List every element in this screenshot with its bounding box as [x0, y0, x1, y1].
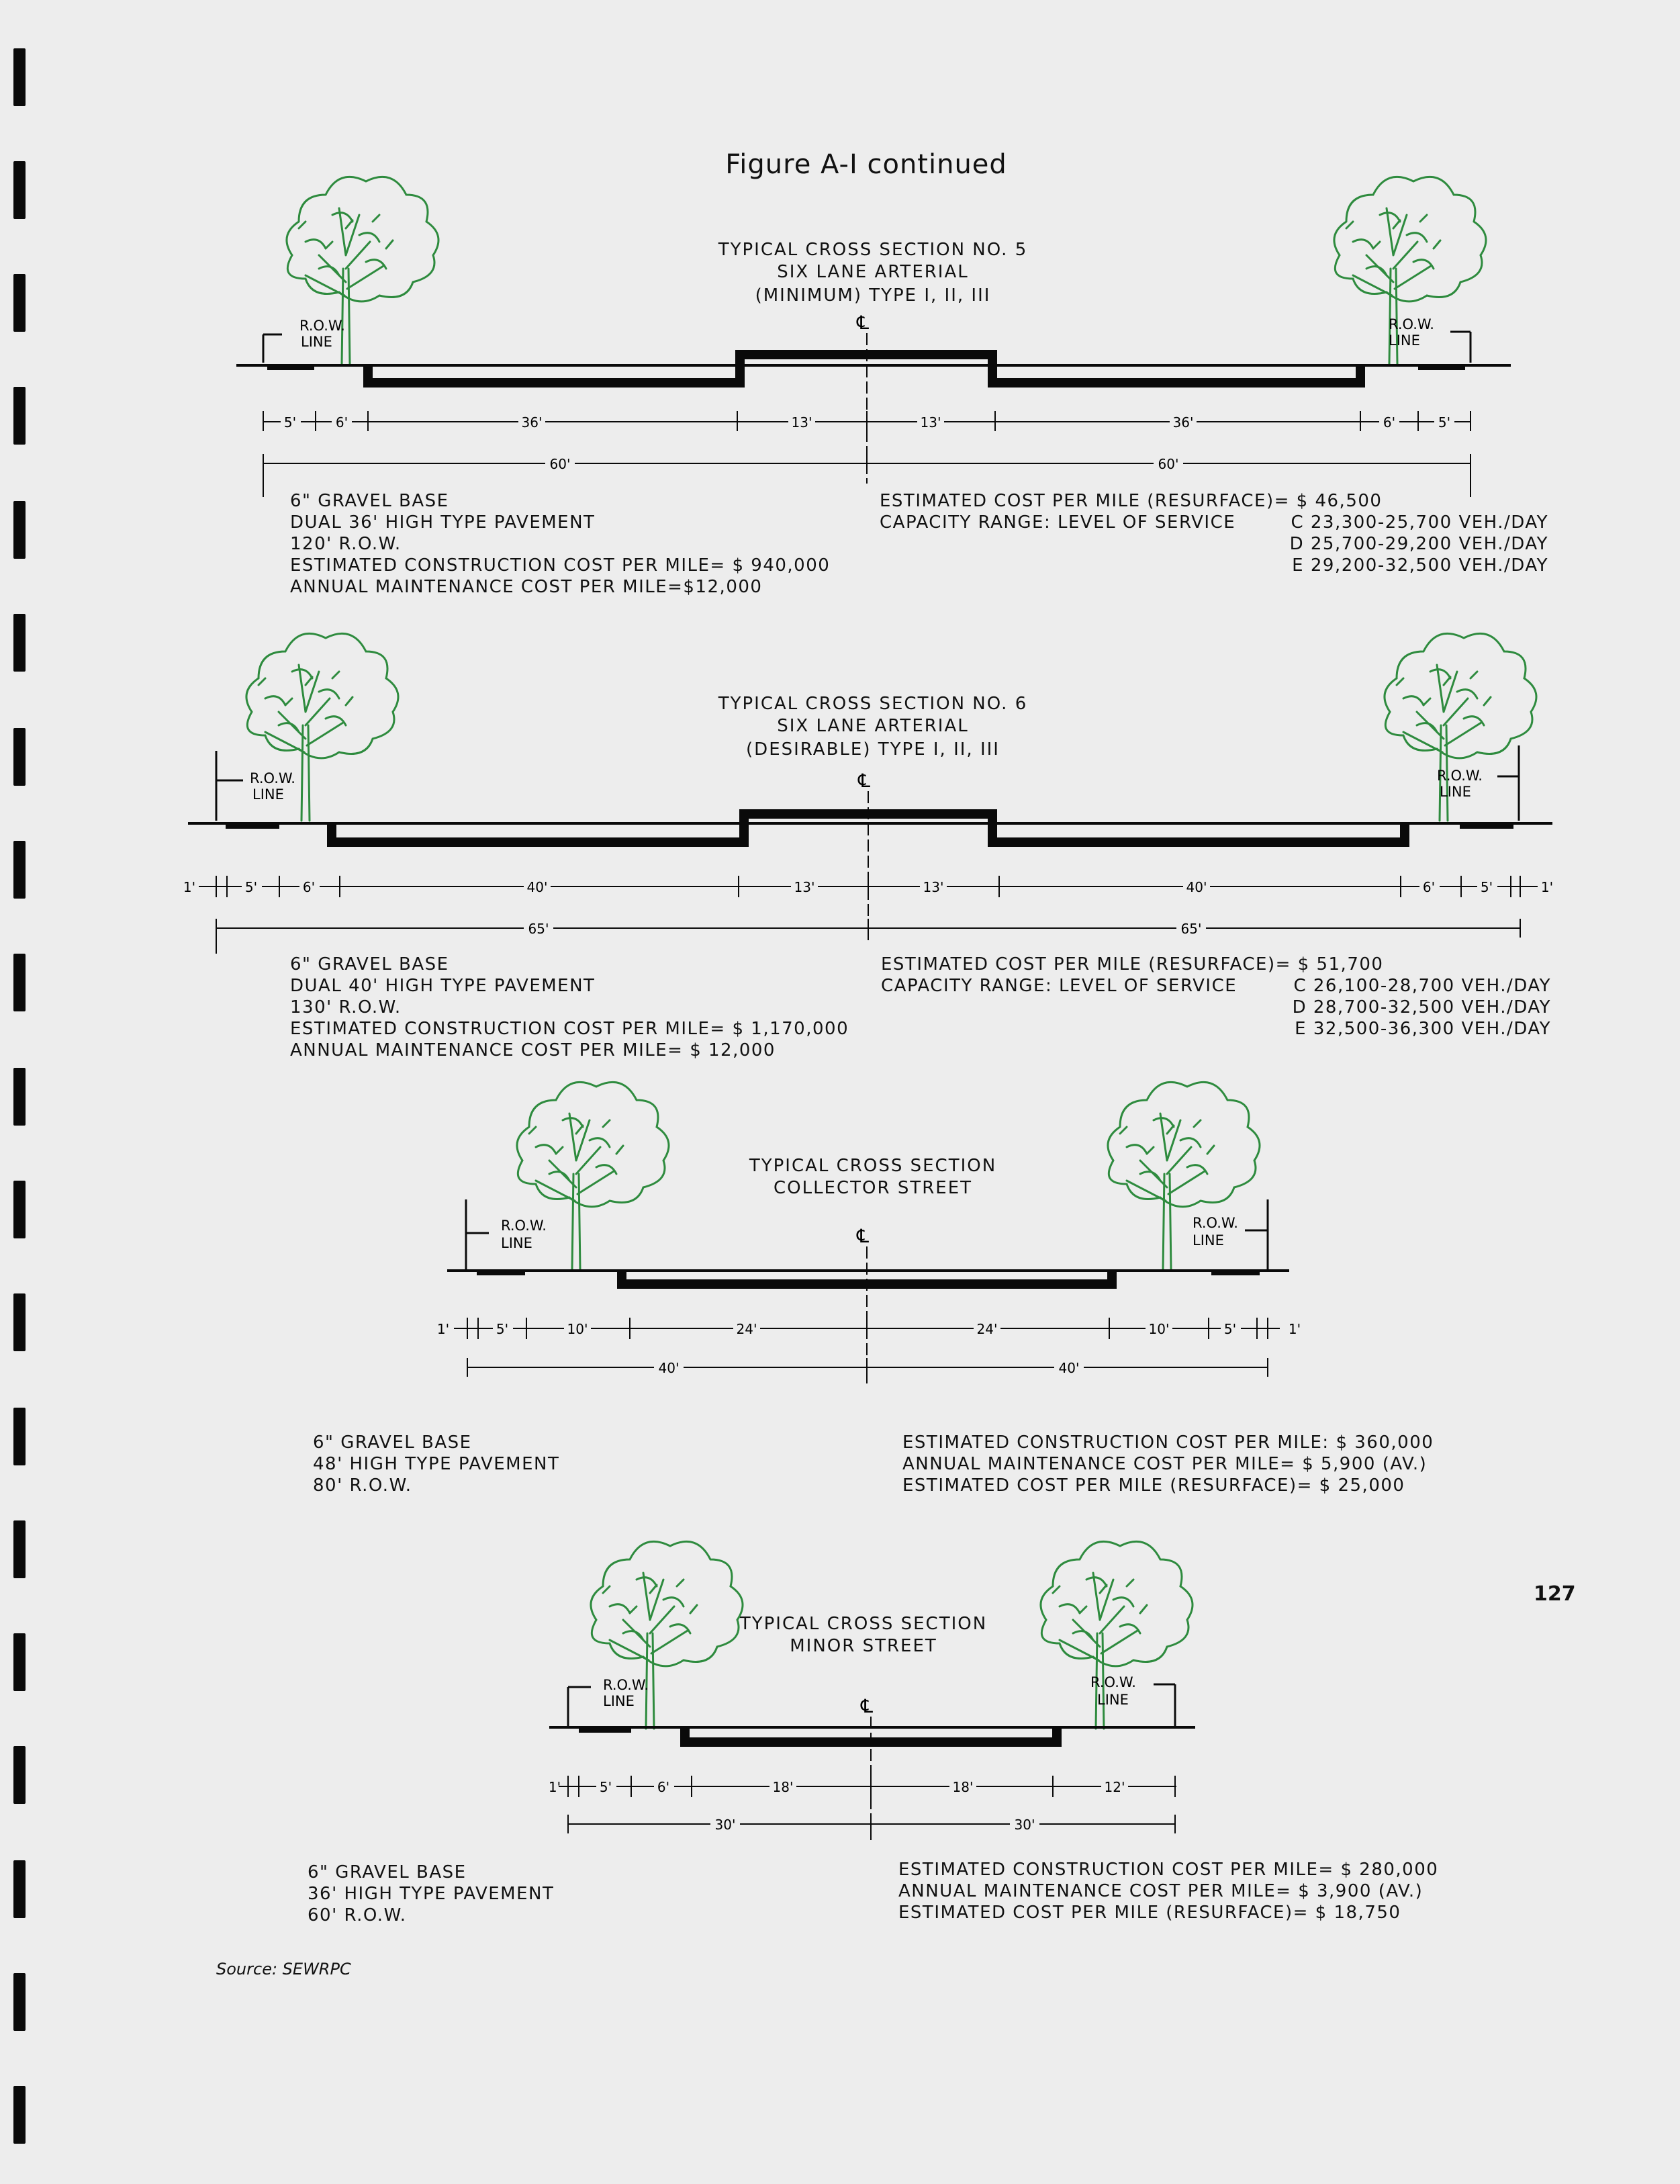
dimension-label: 5' [283, 414, 297, 430]
note-line: 6" GRAVEL BASE [308, 1862, 467, 1882]
service-level: C 23,300-25,700 VEH./DAY [1291, 512, 1548, 533]
binding-mark [13, 501, 26, 559]
pavement-profile [368, 355, 1360, 383]
section-title-line: MINOR STREET [790, 1636, 937, 1656]
section-title-line: TYPICAL CROSS SECTION [749, 1156, 997, 1176]
figure-title: Figure A-I continued [725, 149, 1007, 180]
dimension-label: 12' [1104, 1779, 1125, 1795]
dimension-label: 36' [1172, 414, 1194, 430]
service-level: E 29,200-32,500 VEH./DAY [1292, 555, 1548, 576]
note-line: CAPACITY RANGE: LEVEL OF SERVICE [881, 976, 1238, 996]
note-line: ANNUAL MAINTENANCE COST PER MILE= $ 12,000 [290, 1040, 776, 1060]
source-note: Source: SEWRPC [216, 1960, 351, 1978]
dimension-label: 13' [791, 414, 812, 430]
note-line: 6" GRAVEL BASE [290, 954, 449, 974]
binding-mark [13, 1860, 26, 1918]
row-line-marker [1497, 745, 1519, 821]
dimension-label: 6' [657, 1779, 670, 1795]
binding-mark [13, 954, 26, 1011]
binding-mark [13, 1408, 26, 1465]
row-label: R.O.W. [1389, 316, 1434, 332]
dimension-label: 65' [1180, 921, 1202, 937]
note-line: ESTIMATED COST PER MILE (RESURFACE)= $ 46,500 [880, 491, 1383, 511]
row-label: LINE [603, 1693, 635, 1709]
page-number: 127 [1534, 1582, 1576, 1606]
dimension-label: 1' [183, 879, 196, 895]
note-line: ESTIMATED COST PER MILE (RESURFACE)= $ 18,750 [898, 1903, 1401, 1923]
note-line: 36' HIGH TYPE PAVEMENT [308, 1884, 555, 1904]
section-notes-left [313, 1432, 559, 1496]
dimension-label: 1' [548, 1779, 561, 1795]
sidewalk [477, 1269, 525, 1275]
dimension-label: 60' [549, 456, 571, 472]
service-level: D 28,700-32,500 VEH./DAY [1292, 997, 1551, 1017]
sidewalk [1460, 822, 1513, 829]
section-notes-left [290, 954, 849, 1061]
tree-icon [517, 1082, 669, 1269]
row-label: LINE [1440, 784, 1471, 800]
section-notes-left [290, 490, 830, 598]
centerline-symbol: ℄ [858, 770, 870, 792]
row-label: LINE [1389, 332, 1420, 349]
tree-icon [1108, 1082, 1260, 1269]
note-line: 60' R.O.W. [308, 1905, 407, 1925]
row-line-marker [1245, 1199, 1268, 1269]
centerline-symbol: ℄ [857, 312, 869, 334]
dimension-label: 1' [436, 1321, 450, 1337]
row-label: R.O.W. [1193, 1215, 1238, 1231]
centerline-symbol: ℄ [857, 1225, 869, 1247]
row-label: R.O.W. [1437, 768, 1483, 784]
section-title-line: (MINIMUM) TYPE I, II, III [755, 285, 991, 306]
service-level: D 25,700-29,200 VEH./DAY [1289, 534, 1548, 554]
dimension-label: 24' [736, 1321, 757, 1337]
dimension-label: 6' [1383, 414, 1396, 430]
dimension-label: 18' [772, 1779, 794, 1795]
note-line: ANNUAL MAINTENANCE COST PER MILE= $ 5,900 (AV.) [902, 1454, 1428, 1474]
cross-section-diagram [0, 1518, 1680, 1840]
section-title-line: (DESIRABLE) TYPE I, II, III [746, 739, 1000, 760]
note-line: 48' HIGH TYPE PAVEMENT [313, 1454, 560, 1474]
dimension-label: 5' [244, 879, 258, 895]
cross-section-diagram [0, 1061, 1680, 1383]
section-title-line: TYPICAL CROSS SECTION NO. 5 [718, 240, 1028, 260]
section-notes-right [898, 1859, 1438, 1923]
row-label: LINE [252, 786, 284, 803]
dimension-label: 40' [1058, 1360, 1080, 1376]
dimension-label: 6' [1422, 879, 1436, 895]
section-title-line: SIX LANE ARTERIAL [777, 716, 969, 736]
row-label: R.O.W. [501, 1218, 547, 1234]
note-line: 6" GRAVEL BASE [313, 1432, 472, 1453]
dimension-label: 40' [658, 1360, 680, 1376]
cross-section-diagram [0, 604, 1680, 954]
section-title-line: TYPICAL CROSS SECTION [739, 1614, 988, 1634]
note-line: ESTIMATED CONSTRUCTION COST PER MILE= $ 1,170,000 [290, 1019, 849, 1039]
dimension-label: 6' [302, 879, 316, 895]
row-line-marker [263, 334, 282, 363]
binding-mark [13, 2086, 26, 2144]
dimension-label: 13' [794, 879, 815, 895]
sidewalk [1418, 364, 1465, 370]
cross-section-diagram [0, 148, 1680, 497]
dimension-label: 5' [1480, 879, 1493, 895]
row-line-marker [1154, 1684, 1175, 1726]
sidewalk [1211, 1269, 1260, 1275]
dimension-label: 30' [1014, 1817, 1035, 1833]
dimension-label: 1' [1540, 879, 1554, 895]
note-line: ESTIMATED COST PER MILE (RESURFACE)= $ 51,700 [881, 954, 1384, 974]
row-label: R.O.W. [250, 770, 295, 786]
note-line: 120' R.O.W. [290, 534, 402, 554]
centerline-symbol: ℄ [861, 1695, 873, 1717]
row-line-marker [568, 1687, 591, 1726]
note-line: ANNUAL MAINTENANCE COST PER MILE=$12,000 [290, 577, 763, 597]
dimension-label: 40' [526, 879, 548, 895]
section-title-line: SIX LANE ARTERIAL [777, 262, 969, 282]
dimension-label: 30' [714, 1817, 736, 1833]
note-line: ESTIMATED CONSTRUCTION COST PER MILE: $ 360,000 [902, 1432, 1434, 1453]
row-label: LINE [1097, 1692, 1129, 1708]
binding-mark [13, 1973, 26, 2031]
note-line: ESTIMATED CONSTRUCTION COST PER MILE= $ 940,000 [290, 555, 831, 576]
section-notes-left [308, 1862, 554, 1926]
dimension-label: 10' [1148, 1321, 1170, 1337]
dimension-label: 10' [567, 1321, 588, 1337]
dimension-label: 6' [335, 414, 348, 430]
service-levels [1293, 975, 1551, 1040]
sidewalk [579, 1726, 631, 1733]
service-level: E 32,500-36,300 VEH./DAY [1295, 1019, 1551, 1039]
row-label: LINE [1193, 1232, 1224, 1248]
service-level: C 26,100-28,700 VEH./DAY [1293, 976, 1551, 996]
dimension-label: 65' [528, 921, 549, 937]
row-label: R.O.W. [299, 318, 345, 334]
sidewalk [267, 364, 314, 370]
row-label: LINE [501, 1235, 532, 1251]
section-title-line: COLLECTOR STREET [773, 1178, 973, 1198]
note-line: CAPACITY RANGE: LEVEL OF SERVICE [880, 512, 1236, 533]
dimension-label: 5' [599, 1779, 612, 1795]
note-line: 80' R.O.W. [313, 1475, 412, 1496]
section-title-line: TYPICAL CROSS SECTION NO. 6 [718, 694, 1028, 714]
note-line: ESTIMATED CONSTRUCTION COST PER MILE= $ 280,000 [898, 1860, 1439, 1880]
section-notes-right [902, 1432, 1434, 1496]
note-line: 130' R.O.W. [290, 997, 402, 1017]
row-line-marker [466, 1199, 489, 1269]
dimension-label: 13' [920, 414, 941, 430]
dimension-label: 36' [521, 414, 543, 430]
dimension-label: 5' [1223, 1321, 1237, 1337]
note-line: ESTIMATED COST PER MILE (RESURFACE)= $ 25,000 [902, 1475, 1405, 1496]
row-line-marker [1450, 332, 1471, 363]
dimension-label: 40' [1186, 879, 1207, 895]
note-line: ANNUAL MAINTENANCE COST PER MILE= $ 3,900 (AV.) [898, 1881, 1424, 1901]
dimension-label: 1' [1288, 1321, 1301, 1337]
binding-mark [13, 48, 26, 106]
sidewalk [226, 822, 279, 829]
dimension-label: 18' [952, 1779, 974, 1795]
row-label: R.O.W. [1090, 1674, 1136, 1690]
row-label: R.O.W. [603, 1677, 649, 1693]
dimension-label: 13' [923, 879, 944, 895]
dimension-label: 5' [496, 1321, 509, 1337]
row-line-marker [216, 751, 243, 821]
note-line: DUAL 40' HIGH TYPE PAVEMENT [290, 976, 596, 996]
service-levels [1290, 512, 1548, 576]
dimension-label: 60' [1158, 456, 1179, 472]
row-label: LINE [301, 334, 332, 350]
note-line: DUAL 36' HIGH TYPE PAVEMENT [290, 512, 596, 533]
dimension-label: 5' [1438, 414, 1451, 430]
note-line: 6" GRAVEL BASE [290, 491, 449, 511]
dimension-label: 24' [976, 1321, 998, 1337]
